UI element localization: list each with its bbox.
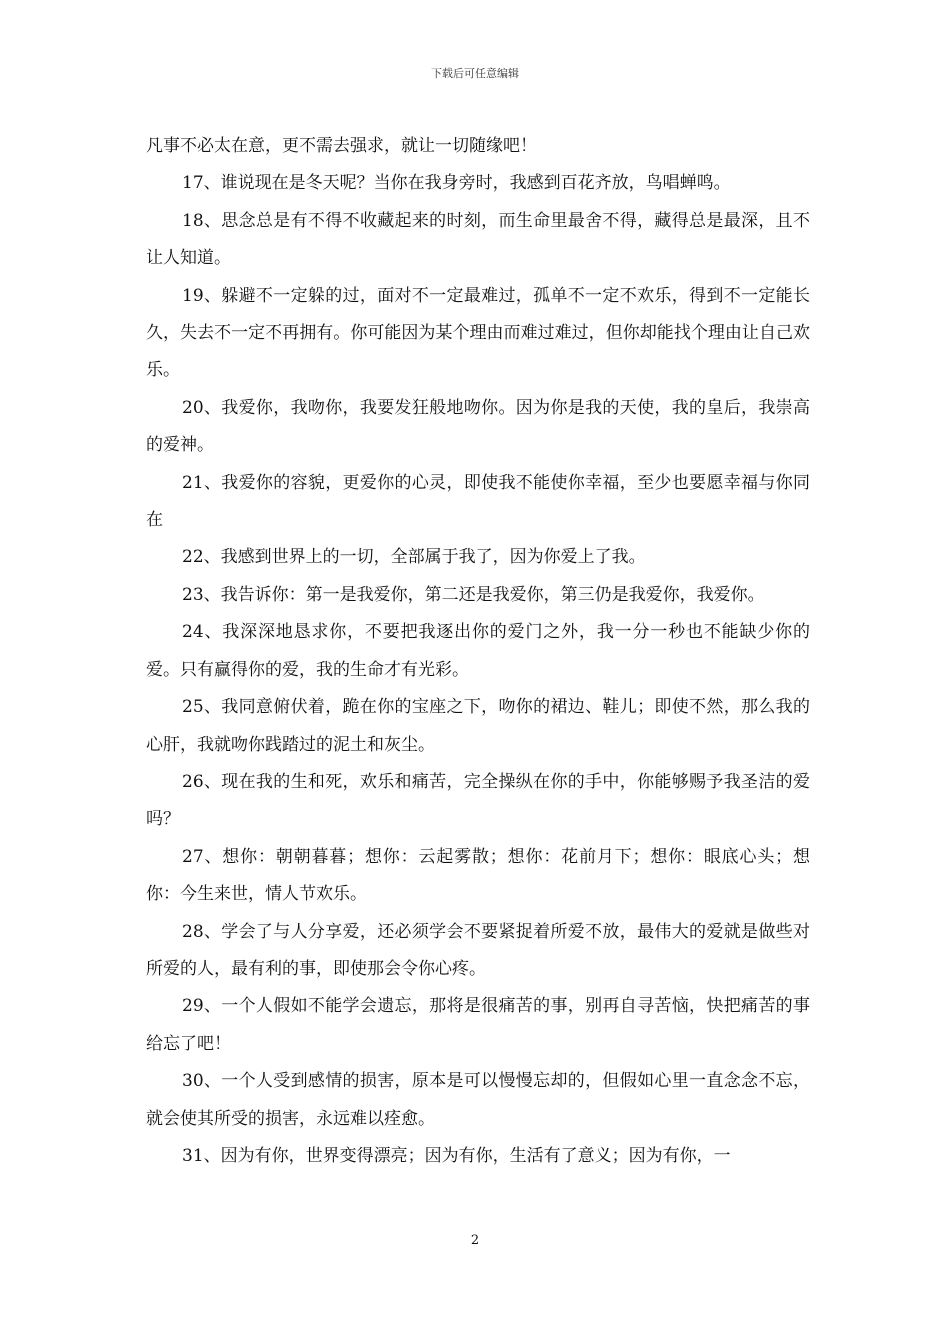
paragraph-27: 27、想你：朝朝暮暮；想你：云起雾散；想你：花前月下；想你：眼底心头；想你：今生来世，情人节欢乐。 — [146, 846, 810, 905]
paragraph-26: 26、现在我的生和死，欢乐和痛苦，完全操纵在你的手中，你能够赐予我圣洁的爱吗？ — [146, 771, 810, 830]
paragraph-29: 29、一个人假如不能学会遗忘，那将是很痛苦的事，别再自寻苦恼，快把痛苦的事给忘了吧！ — [146, 996, 810, 1054]
paragraph-31: 31、因为有你，世界变得漂亮；因为有你，生活有了意义；因为有你，一 — [182, 1145, 731, 1166]
paragraph-30: 30、一个人受到感情的损害，原本是可以慢慢忘却的，但假如心里一直念念不忘，就会使其所受的损害，永远难以痊愈。 — [146, 1071, 810, 1129]
paragraph-22: 22、我感到世界上的一切，全部属于我了，因为你爱上了我。 — [182, 547, 646, 568]
paragraph-21: 21、我爱你的容貌，更爱你的心灵，即使我不能使你幸福，至少也要愿幸福与你同在 — [146, 472, 810, 531]
page-header: 下载后可任意编辑 — [431, 67, 519, 80]
page-number: 2 — [470, 1233, 480, 1248]
document-body — [146, 128, 810, 1175]
paragraph-25: 25、我同意俯伏着，跪在你的宝座之下，吻你的裙边、鞋儿；即使不然，那么我的心肝，我就吻你践踏过的泥土和灰尘。 — [146, 697, 810, 755]
paragraph-17: 17、谁说现在是冬天呢？当你在我身旁时，我感到百花齐放，鸟唱蝉鸣。 — [182, 173, 731, 194]
paragraph-23: 23、我告诉你：第一是我爱你，第二还是我爱你，第三仍是我爱你，我爱你。 — [182, 584, 765, 605]
paragraph-24: 24、我深深地恳求你，不要把我逐出你的爱门之外，我一分一秒也不能缺少你的爱。只有赢得你的爱，我的生命才有光彩。 — [146, 622, 810, 680]
paragraph-continuation: 凡事不必太在意，更不需去强求，就让一切随缘吧！ — [146, 136, 537, 156]
paragraph-19: 19、躲避不一定躲的过，面对不一定最难过，孤单不一定不欢乐，得到不一定能长久，失去不一定不再拥有。你可能因为某个理由而难过难过，但你却能找个理由让自己欢乐。 — [146, 285, 810, 381]
paragraph-20: 20、我爱你，我吻你，我要发狂般地吻你。因为你是我的天使，我的皇后，我崇高的爱神。 — [146, 397, 810, 456]
paragraph-28: 28、学会了与人分享爱，还必须学会不要紧捉着所爱不放，最伟大的爱就是做些对所爱的人，最有利的事，即使那会令你心疼。 — [146, 921, 810, 979]
paragraph-18: 18、思念总是有不得不收藏起来的时刻，而生命里最舍不得，藏得总是最深，且不让人知道。 — [146, 210, 810, 269]
